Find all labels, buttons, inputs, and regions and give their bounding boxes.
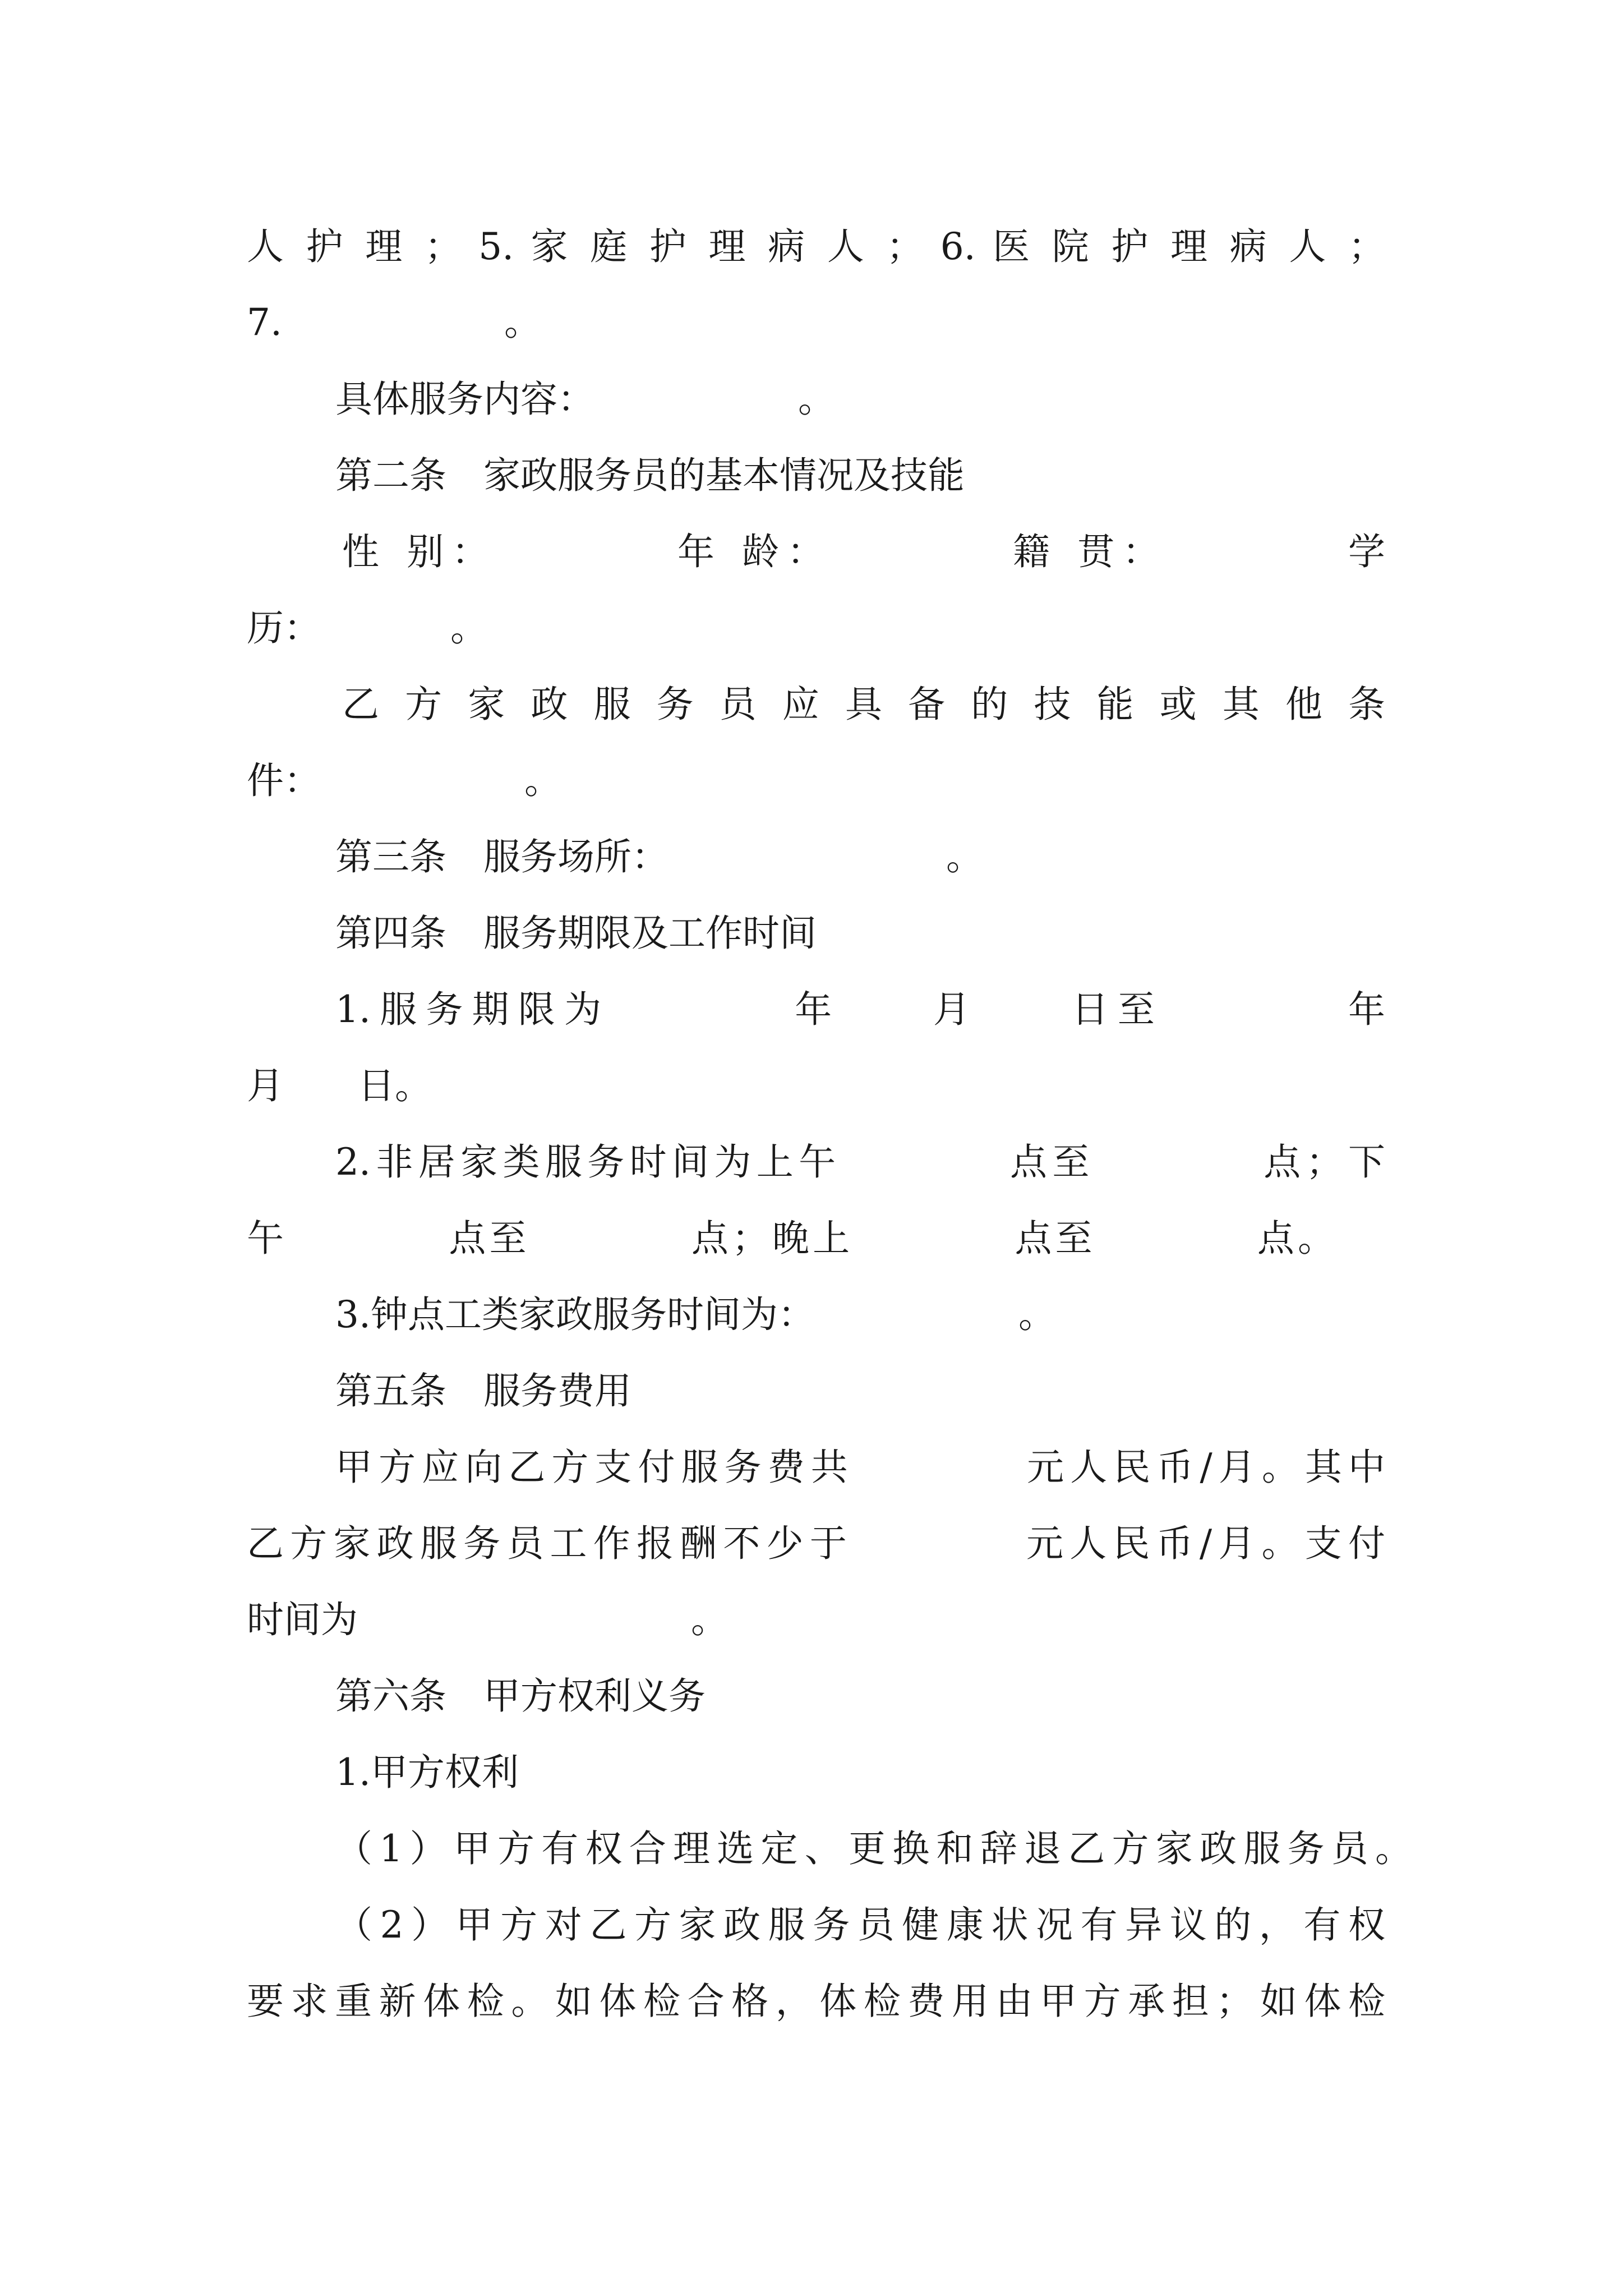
text-line: 月 日。 — [247, 1064, 432, 1107]
section-heading: 第四条 服务期限及工作时间 — [335, 912, 817, 955]
text-line: 具体服务内容： 。 — [335, 378, 835, 421]
text-line: 甲方应向乙方支付服务费共 元人民币/月。其中 — [335, 1446, 1385, 1489]
text-line: 7. 。 — [247, 301, 541, 344]
section-heading: 第二条 家政服务员的基本情况及技能 — [335, 454, 965, 497]
section-heading: 第五条 服务费用 — [335, 1369, 631, 1412]
text-line: 3.钟点工类家政服务时间为： 。 — [335, 1293, 1055, 1336]
text-line: （2）甲方对乙方家政服务员健康状况有异议的，有权 — [335, 1903, 1385, 1947]
text-line: 时间为 。 — [247, 1598, 728, 1641]
text-line: 件： 。 — [247, 759, 561, 802]
text-line: 要求重新体检。如体检合格，体检费用由甲方承担；如体检 — [247, 1980, 1385, 2023]
text-line: 历： 。 — [247, 606, 487, 650]
text-line: （1）甲方有权合理选定、更换和辞退乙方家政服务员。 — [335, 1827, 1412, 1870]
text-line: 乙方家政服务员工作报酬不少于 元人民币/月。支付 — [247, 1522, 1385, 1565]
text-line: 1.甲方权利 — [335, 1751, 519, 1794]
text-line: 午 点至 点；晚上 点至 点。 — [247, 1217, 1335, 1260]
text-line: 1.服务期限为 年 月 日至 年 — [335, 988, 1385, 1031]
text-line: 乙 方 家 政 服 务 员 应 具 备 的 技 能 或 其 他 条 — [342, 683, 1385, 726]
text-line: 人 护 理 ； 5. 家 庭 护 理 病 人 ； 6. 医 院 护 理 病 人 ； — [247, 225, 1385, 268]
section-heading: 第六条 甲方权利义务 — [335, 1674, 706, 1718]
text-line: 2.非居家类服务时间为上午 点至 点；下 — [335, 1140, 1385, 1184]
text-line: 性 别： 年 龄： 籍 贯： 学 — [342, 530, 1385, 573]
section-heading: 第三条 服务场所： 。 — [335, 835, 983, 878]
